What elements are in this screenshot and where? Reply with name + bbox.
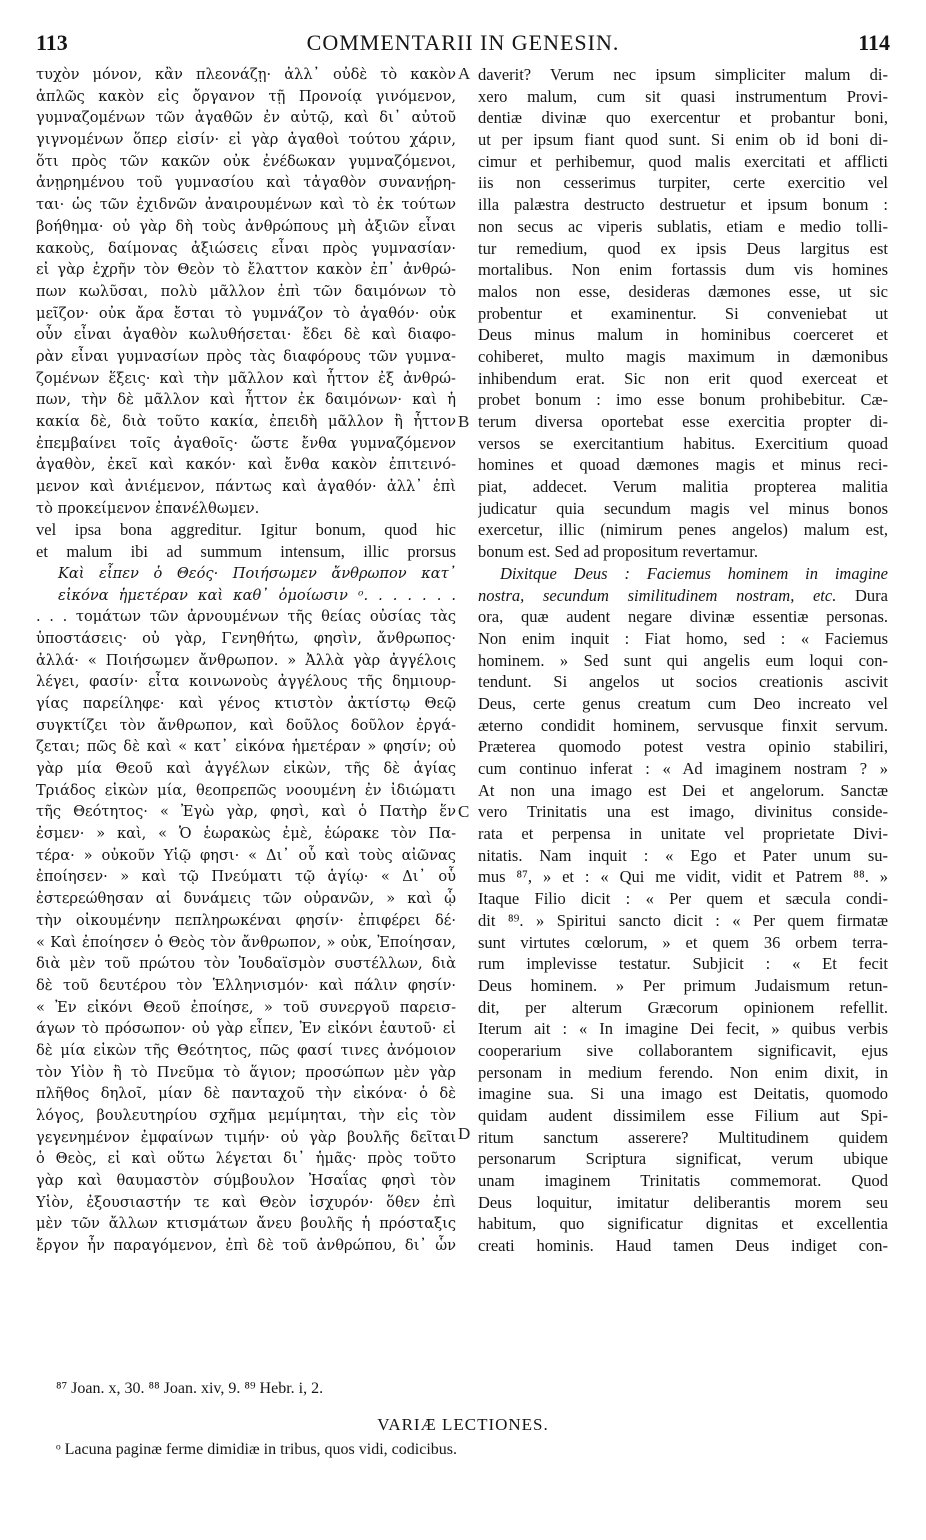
text-line: cohiberet, multo magis maximum in dæmonibus — [478, 346, 888, 366]
text-line: ζεται; πῶς δὲ καὶ « κατ᾽ εἰκόνα ἡμετέραν » φησίν; οὐ — [36, 738, 456, 756]
lemma-line — [478, 585, 888, 607]
text-line: personarum Scriptura significat, verum ubique — [478, 1149, 888, 1169]
text-line: personam in medium ferendo. Non enim dixit, in — [478, 1062, 888, 1082]
lemma-line — [478, 563, 888, 585]
text-line: illa palæstra destructo destruetur et ipsum bonum : — [478, 195, 888, 215]
text-line: mortalibus. Non enim fortassis dum vis homines — [478, 260, 888, 280]
page-number-right: 114 — [858, 30, 890, 55]
text-line: xero malum, cum sit quasi instrumentum Provi- — [478, 86, 888, 106]
text-line: μὲν τῶν ἄλλων κτισμάτων ἄνευ βουλῆς ἡ πρόσταξις — [36, 1215, 456, 1233]
text-line: Τριάδος εἰκὼν μία, θεοπρεπῶς νοουμένη ἐν ἰδιώματι — [36, 781, 456, 799]
text-line: εἰ γὰρ ἐχρῆν τὸν Θεὸν τὸ ἔλαττον κακὸν ἐπ᾽ ἀνθρώ- — [36, 261, 456, 279]
text-line: ὑποστάσεις· οὐ γὰρ, Γενηθήτω, φησὶν, ἄνθρωπος· — [36, 629, 456, 647]
text-line: et malum ibi ad summum intensum, illic prorsus — [36, 542, 456, 562]
greek-column — [36, 64, 456, 1257]
text-line: συγκτίζει τὸν ἄνθρωπον, καὶ δοῦλος δοῦλον ἐργά- — [36, 716, 456, 734]
text-line: imagine sua. Si una imago est Deitatis, quomodo — [478, 1084, 888, 1104]
text-line: γεγενημένον ἐμφαίνων τιμήν· οὐ γὰρ βουλῆς δεῖται — [36, 1128, 456, 1146]
text-line: μενον καὶ ἀνιέμενον, πάντως καὶ ἀγαθόν· ἀλλ᾽ ἐπὶ — [36, 478, 456, 496]
text-line: ora, quæ audent negare divinæ essentiæ personas. — [478, 607, 888, 627]
text-line: inhibendum erat. Sic non erit quod exerceat et — [478, 368, 888, 388]
running-title: COMMENTARII IN GENESIN. — [306, 30, 620, 55]
text-line: tendunt. Si angelos ut socios creationis ascivit — [478, 672, 888, 692]
text-line: bonum est. Sed ad propositum revertamur. — [478, 542, 758, 562]
text-line: τῆς Θεότητος· « Ἐγὼ γὰρ, φησὶ, καὶ ὁ Πατὴρ ἕν — [36, 803, 456, 821]
text-line: μεῖζον· οὐκ ἄρα ἔσται τὸ γυμνάζον τὸ ἀγαθόν· οὐκ — [36, 304, 456, 322]
text-line: tur remedium, quod ex ipsis Deus largitus est — [478, 238, 888, 258]
running-head — [36, 30, 890, 56]
lemma-tail: Dura — [855, 585, 888, 605]
text-line: γιγνομένων ὅπερ εἰσίν· εἰ γὰρ ἀγαθοὶ τούτου χάριν, — [36, 131, 456, 149]
text-line: probentur et examinentur. Si conveniebat ut — [478, 303, 888, 323]
text-line: τὸ προκείμενον ἐπανέλθωμεν. — [36, 499, 260, 517]
text-line: πων, τὴν δὲ μᾶλλον καὶ ἧττον ἐκ δαιμόνων· καὶ ἡ — [36, 391, 456, 409]
text-line: γυμναζομένων τῶν ἀγαθῶν ἐν αὐτῷ, καὶ δι᾽ αὐτοῦ — [36, 109, 456, 127]
text-line: non secus ac viperis sublatis, etiam e medio tolli- — [478, 216, 888, 236]
text-line: terum diversa oportebat esse exercitia propter di- — [478, 412, 888, 431]
text-line: vero Trinitatis una est imago, divinitus conside- — [478, 802, 888, 822]
text-line: Καὶ εἶπεν ὁ Θεός· Ποιήσωμεν ἄνθρωπον κατ᾽ — [58, 564, 456, 582]
text-line: ται· ὡς τῶν ἐχιδνῶν ἀναιρουμένων καὶ τὸ ἐκ τούτων — [36, 196, 456, 214]
text-line: malos non esse, desideras dæmones esse, ut sic — [478, 281, 888, 301]
text-line: ἐσμεν· » καὶ, « Ὁ ἑωρακὼς ἐμὲ, ἑώρακε τὸν Πα- — [36, 825, 456, 843]
text-line: Deus hominem. » Per primum Judaismum retun- — [478, 975, 888, 995]
text-line: ἀλλά· « Ποιήσωμεν ἄνθρωπον. » Ἀλλὰ γὰρ ἀγγέλοις — [36, 651, 456, 669]
text-line: habitum, quo significatur dignitas et excellentia — [478, 1214, 888, 1234]
text-line: πων κωλῦσαι, πολὺ μᾶλλον ἐπὶ τῶν δαιμόνων τὸ — [36, 282, 456, 300]
text-line: Υἱὸν, ἐξουσιαστήν τε καὶ Θεὸν ἰσχυρόν· ὅθεν ἐπὶ — [36, 1193, 456, 1211]
text-line: ἁπλῶς κακὸν εἰς ὄργανον τῇ Προνοίᾳ γινόμενον, — [36, 87, 456, 105]
text-line: rata et perpensa in unitate vel proprietate Divi- — [478, 824, 888, 844]
margin-letter-c: C — [458, 802, 470, 821]
text-line: vel ipsa bona aggreditur. Igitur bonum, quod hic — [36, 520, 456, 540]
text-line: rum implevisse testatur. Subjicit : « Et fecit — [478, 954, 888, 974]
text-line: judicatur quia secundum magis vel minus bonos — [478, 498, 888, 518]
text-line: hominem. » Sed sunt qui angelis eum loqui con- — [478, 650, 888, 670]
text-line: κακοὺς, δαίμονας ἀξιώσεις εἶναι πρὸς γυμνασίαν· — [36, 239, 456, 257]
text-line: πλῆθος δηλοῖ, μίαν δὲ πανταχοῦ τὴν εἰκόνα· ὁ δὲ — [36, 1085, 456, 1103]
text-line: nitatis. Nam inquit : « Ego et Pater unum su- — [478, 845, 888, 865]
text-line: æterno condidit hominem, servusque finxit servum. — [478, 715, 888, 735]
text-line: . . . τομάτων τῶν ἀρνουμένων τῆς θείας οὐσίας τὰς — [36, 608, 456, 626]
text-line: τὴν οἰκουμένην πεπληρωκέναι φησίν· ἐπιφέρει δέ· — [36, 911, 456, 929]
text-line: διὰ μὲν τοῦ πρώτου τὸν Ἰουδαϊσμὸν συστέλλων, διὰ — [36, 955, 456, 973]
text-line: ἔργον ἦν παραγόμενον, ἐπὶ δὲ τοῦ ἀνθρώπου, δι᾽ ὧν — [36, 1237, 456, 1255]
text-line: άγων τὸ πρόσωπον· οὐ γὰρ εἶπεν, Ἐν εἰκόνι ἑαυτοῦ· εἰ — [36, 1020, 456, 1038]
text-line: ritum sanctum asserere? Multitudinem quidem — [478, 1127, 888, 1147]
text-line: sunt virtutes cœlorum, » et quem 36 orbem terra- — [478, 932, 888, 952]
text-line: versos se exercitantium habitus. Exercitium quoad — [478, 433, 888, 453]
text-line: γίας παρείληφε· καὶ γένος κτιστὸν ἀκτίστῳ Θεῷ — [36, 694, 456, 712]
text-line: τυχὸν μόνον, κἂν πλεονάζῃ· ἀλλ᾽ οὐδὲ τὸ κακὸν — [36, 66, 456, 83]
text-line: οὖν εἶναι ἀγαθὸν κωλυθήσεται· ἔδει δὲ καὶ διαφο- — [36, 326, 456, 344]
page-number-left: 113 — [36, 30, 68, 55]
text-line: ἐποίησεν· » καὶ τῷ Πνεύματι τῷ ἁγίῳ· « Δι᾽ οὗ — [36, 868, 456, 886]
text-line: cum continuo inferat : « Ad imaginem nostram ? » — [478, 759, 888, 778]
text-line: Itaque Filio dicit : « Per quem et sæcula condi- — [478, 889, 888, 909]
text-line: cimur et perhibemur, quod malis exercitati et afflicti — [478, 151, 888, 171]
text-line: ἀνῃρημένου τοῦ γυμνασίου καὶ τἀγαθὸν συνανῄρη- — [36, 174, 456, 192]
text-line: ἀγαθὸν, ἐκεῖ καὶ κακόν· καὶ ἔνθα κακὸν ἐπιτεινό- — [36, 456, 456, 474]
text-line: probet bonum : imo esse bonum prohibebitur. Cæ- — [478, 390, 888, 410]
text-line: λέγει, φασίν· εἶτα κοινωνοὺς ἀγγέλους τῆς δημιουρ- — [36, 673, 456, 691]
text-line: dit ⁸⁹. » Spiritui sancto dicit : « Per quem firmatæ — [478, 910, 888, 930]
text-line: exercetur, illic (nimirum penes angelos) malum est, — [478, 520, 888, 540]
text-line: Deus, certe genus creatum cum Deo increato vel — [478, 693, 888, 713]
text-line: unam imaginem Trinitatis commemorat. Quod — [478, 1171, 888, 1191]
text-line: creati hominis. Haud tamen Deus indiget con- — [478, 1236, 888, 1256]
text-line: τὸν Υἱὸν ἢ τὸ Πνεῦμα τὸ ἅγιον; προσώπων μὲν γὰρ — [36, 1063, 456, 1081]
latin-column — [478, 64, 888, 1257]
text-line: « Καὶ ἐποίησεν ὁ Θεὸς τὸν ἄνθρωπον, » οὐκ, Ἐποίησαν, — [36, 933, 456, 951]
text-line: τέρα· » οὐκοῦν Υἱῷ φησι· « Δι᾽ οὗ καὶ τοὺς αἰῶνας — [36, 846, 456, 864]
text-line: ἐστερεώθησαν αἱ δυνάμεις τῶν οὐρανῶν, » καὶ ᾧ — [36, 890, 456, 908]
text-line: Non enim inquit : Fiat homo, sed : « Faciemus — [478, 628, 888, 648]
text-line: ἐπεμβαίνει τοῖς ἀγαθοῖς· ὥστε ἔνθα γυμναζόμενον — [36, 434, 456, 452]
text-line: mus ⁸⁷, » et : « Qui me vidit, vidit et Patrem ⁸⁸. » — [478, 867, 888, 887]
text-line: εἰκόνα ἡμετέραν καὶ καθ᾽ ὁμοίωσιν ᵒ. . . . . . . — [58, 586, 456, 604]
text-line: ὅτι πρὸς τῶν κακῶν οὐκ ἐνέδωκαν γυμναζόμενοι, — [36, 152, 456, 170]
variant-note: ᵒ Lacuna paginæ ferme dimidiæ in tribus, quos vidi, codicibus. — [56, 1441, 457, 1458]
margin-letter-b: B — [458, 412, 470, 431]
text-line: δὲ τοῦ δευτέρου τὸν Ἑλληνισμόν· καὶ πάλιν φησίν· — [36, 976, 456, 994]
text-line: « Ἐν εἰκόνι Θεοῦ ἐποίησε, » τοῦ συνεργοῦ παρεισ- — [36, 998, 456, 1016]
text-line: dentiæ divinæ quo exercentur et probantur boni, — [478, 108, 888, 128]
text-line: λόγος, βουλευτηρίου σχῆμα μεμίμηται, τὴν εἰς τὸν — [36, 1107, 456, 1124]
text-line: Deus minus malum in hominibus coerceret et — [478, 325, 888, 345]
text-line: Deus loquitur, imitatur deliberantis morem seu — [478, 1192, 888, 1212]
footnotes: ⁸⁷ Joan. x, 30. ⁸⁸ Joan. xiv, 9. ⁸⁹ Hebr. i, 2. — [56, 1380, 324, 1397]
text-line: piat, addecet. Verum malitia propterea malitia — [478, 477, 888, 497]
text-line: Præterea quomodo potest vestra opinio stabiliri, — [478, 737, 888, 757]
lemma-text: Dixitque Deus : Faciemus hominem in imagine — [500, 563, 888, 583]
text-line: κακία δὲ, διὰ τοῦτο κακία, ἐπειδὴ μᾶλλον ἢ ἧττον — [36, 413, 456, 430]
text-line: At non una imago est Dei et angelorum. Sanctæ — [478, 780, 888, 800]
text-line: quidam audent dissimilem esse Filium aut Spi- — [478, 1106, 888, 1125]
variae-lectiones-title: VARIÆ LECTIONES. — [377, 1415, 549, 1434]
text-line: cooperarium sive collaborantem significavit, ejus — [478, 1040, 888, 1060]
text-line: ut per ipsum fiant quod sunt. Si enim ob id boni di- — [478, 130, 888, 150]
text-line: βοήθημα· οὐ γὰρ δὴ τοὺς ἀνθρώπους μὴ ἀξιῶν εἶναι — [36, 217, 456, 235]
text-line: ζομένων ἕξεις· καὶ τὴν μᾶλλον καὶ ἧττον ἐξ ἀνθρώ- — [36, 369, 456, 387]
text-line: ὁ Θεὸς, εἰ καὶ οὕτω λέγεται δι᾽ ἡμᾶς· πρὸς τοῦτο — [36, 1150, 456, 1168]
text-line: homines et quoad dæmones magis et minus reci- — [478, 455, 888, 475]
text-line: γὰρ μία Θεοῦ καὶ ἀγγέλων εἰκὼν, τῆς δὲ ἁγίας — [36, 760, 456, 777]
margin-letter-a: A — [458, 64, 471, 83]
text-line: γὰρ καὶ θαυμαστὸν σύμβουλον Ἠσαΐας φησὶ τὸν — [36, 1172, 456, 1190]
text-line: Iterum ait : « In imagine Dei fecit, » quibus verbis — [478, 1019, 888, 1039]
text-line: dit, per alterum Græcorum opinionem refellit. — [478, 997, 888, 1017]
margin-letter-d: D — [458, 1124, 471, 1143]
text-line: ρὰν εἶναι γυμνασίων πρὸς τὰς διαφόρους τῶν γυμνα- — [36, 347, 456, 365]
text-line: daverit? Verum nec ipsum simpliciter malum di- — [478, 65, 888, 84]
text-line: iis non cesserimus turpiter, certe exercitio vel — [478, 173, 888, 193]
lemma-text: nostra, secundum similitudinem nostram, etc. — [478, 585, 837, 605]
text-line: δὲ μία εἰκὼν τῆς Θεότητος, πῶς φασί τινες ἀνόμοιον — [36, 1041, 456, 1059]
